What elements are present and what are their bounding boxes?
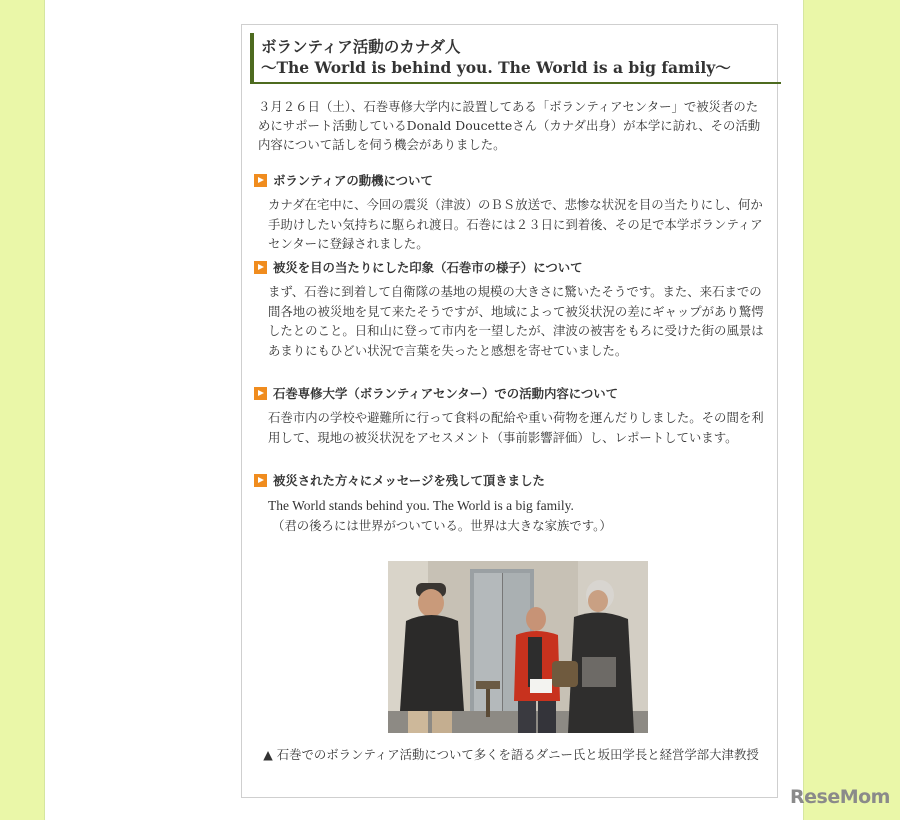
arrow-bullet-icon xyxy=(254,261,267,274)
article-box xyxy=(241,24,778,798)
title-line-1: ボランティア活動のカナダ人 xyxy=(261,37,461,56)
message-japanese: （君の後ろには世界がついている。世界は大きな家族です。） xyxy=(272,518,612,533)
arrow-bullet-icon xyxy=(254,474,267,487)
message-english: The World stands behind you. The World is a big family. xyxy=(268,498,574,513)
arrow-bullet-icon xyxy=(254,174,267,187)
section-body-activities: 石巻市内の学校や避難所に行って食料の配給や重い荷物を運んだりしました。その間を利用して、現地の被災状況をアセスメント（事前影響評価）し、レポートしています。 xyxy=(268,410,764,445)
arrow-bullet-icon xyxy=(254,387,267,400)
section-heading-impression: 被災を目の当たりにした印象（石巻市の様子）について xyxy=(254,259,764,277)
photo-caption: ▲ 石巻でのボランティア活動について多くを語るダニー氏と坂田学長と経営学部大津教授 xyxy=(263,747,759,762)
resemom-logo: ReseMom xyxy=(790,786,890,808)
title-line-2: 〜The World is behind you. The World is a big family〜 xyxy=(261,58,731,77)
section-heading-motivation: ボランティアの動機について xyxy=(254,172,764,190)
section-body-motivation: カナダ在宅中に、今回の震災（津波）のＢＳ放送で、悲惨な状況を目の当たりにし、何か手助けしたい気持ちに駆られ渡日。石巻には２３日に到着後、その足で本学ボランティアセンターに登録されました。 xyxy=(268,197,763,251)
volunteer-photo xyxy=(388,561,648,733)
article-title xyxy=(250,33,781,84)
intro-paragraph: ３月２６日（土）、石巻専修大学内に設置してある「ボランティアセンター」で被災者のためにサポート活動しているDonald Doucetteさん（カナダ出身）が本学に訪れ、その活動内容について話しを伺う機会がありました。 xyxy=(258,99,761,152)
page-column xyxy=(44,0,804,820)
section-body-impression: まず、石巻に到着して自衛隊の基地の規模の大きさに驚いたそうです。また、来石までの間各地の被災地を見て来たそうですが、地域によって被災状況の差にギャップがあり驚愕したとのこと。日和山に登って市内を一望したが、津波の被害をもろに受けた街の風景はあまりにもひどい状況で言葉を失ったと感想を寄せていました。 xyxy=(268,284,764,358)
section-heading-message: 被災された方々にメッセージを残して頂きました xyxy=(254,472,764,490)
section-heading-activities: 石巻専修大学（ボランティアセンター）での活動内容について xyxy=(254,385,764,403)
